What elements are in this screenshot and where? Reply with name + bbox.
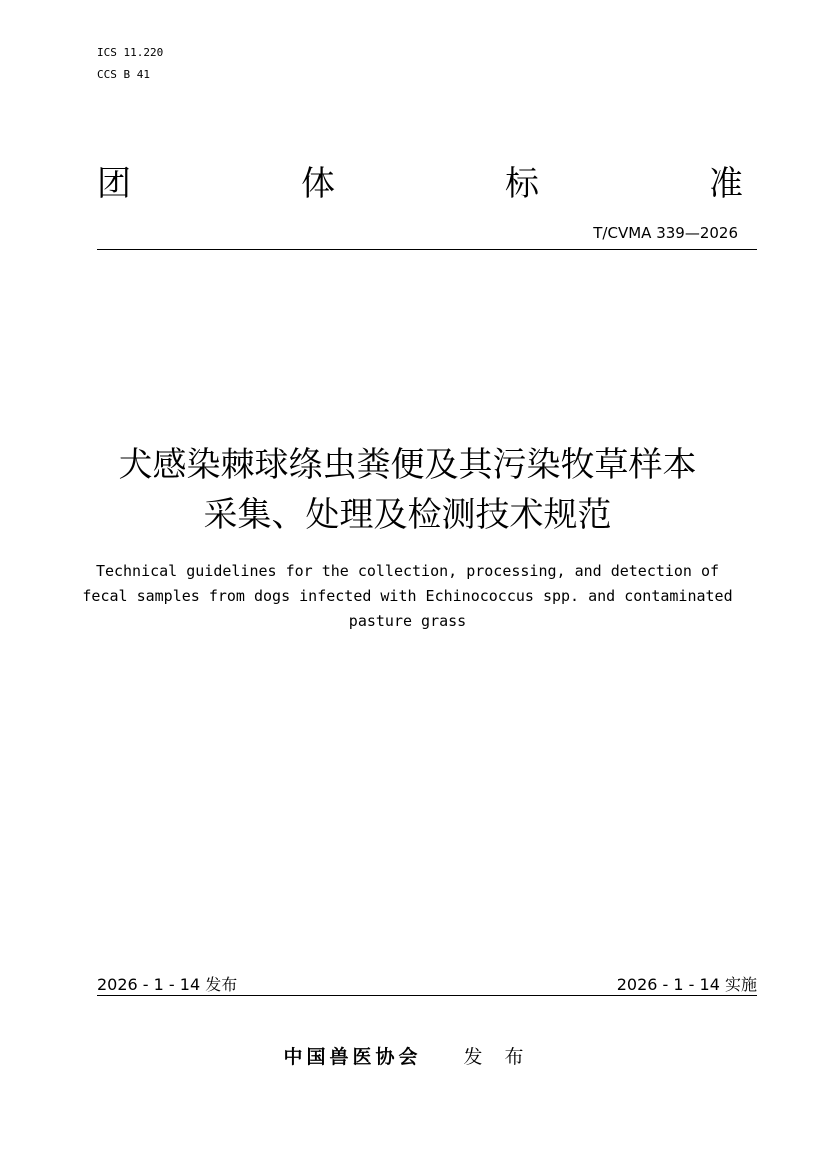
chinese-title [0, 440, 815, 540]
chinese-title-line-2: 采集、处理及检测技术规范 [203, 495, 612, 535]
implement-date: 2026 - 1 - 14 实施 [616, 975, 757, 994]
classification-codes [97, 42, 163, 86]
issuer-line [0, 1043, 815, 1071]
standard-type-char-1: 团 [97, 163, 131, 204]
issuer-name: 中国兽医协会 [283, 1046, 422, 1068]
chinese-title-line-1: 犬感染棘球绦虫粪便及其污染牧草样本 [118, 445, 697, 485]
english-title [60, 559, 755, 634]
dates-row [97, 974, 757, 996]
standard-type-char-3: 标 [505, 163, 539, 204]
standard-type-char-2: 体 [301, 163, 335, 204]
standard-number: T/CVMA 339—2026 [593, 224, 738, 242]
bottom-divider [97, 995, 757, 996]
issuer-action: 发 布 [463, 1046, 532, 1068]
ics-code: ICS 11.220 [97, 46, 164, 59]
ccs-code: CCS B 41 [97, 68, 150, 81]
english-title-line-3: pasture grass [348, 612, 467, 630]
standard-type-char-4: 准 [709, 163, 743, 204]
top-divider [97, 249, 757, 250]
standard-type-heading [97, 158, 743, 202]
english-title-line-2: fecal samples from dogs infected with Echinococcus spp. and contaminated [82, 587, 733, 605]
publish-date: 2026 - 1 - 14 发布 [97, 975, 238, 994]
english-title-line-1: Technical guidelines for the collection, processing, and detection of [95, 562, 720, 580]
